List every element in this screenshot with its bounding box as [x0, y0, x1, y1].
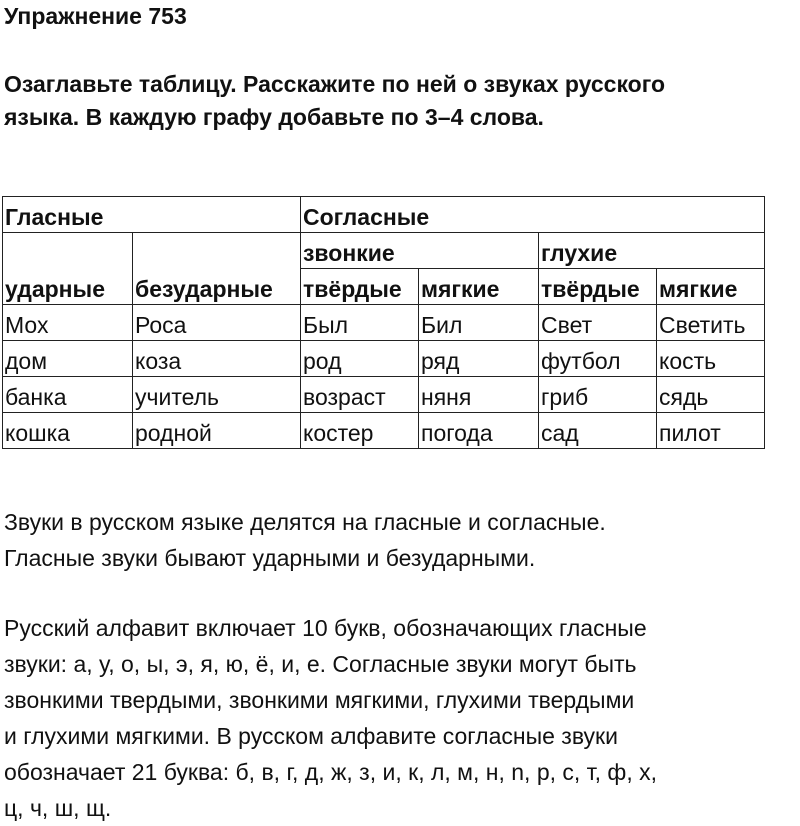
table-cell: Свет [539, 305, 657, 341]
table-row [3, 341, 765, 377]
table-cell: ряд [419, 341, 539, 377]
table-header-row [3, 233, 765, 269]
table-cell: родной [133, 413, 301, 449]
table-cell: Светить [657, 305, 765, 341]
paragraph-line: Звуки в русском языке делятся на гласные и согласные. [4, 509, 606, 535]
table-cell: гриб [539, 377, 657, 413]
table-cell: сад [539, 413, 657, 449]
answer-paragraph-2 [4, 610, 796, 826]
table-cell: кость [657, 341, 765, 377]
table-cell: Роса [133, 305, 301, 341]
paragraph-line: звонкими твердыми, звонкими мягкими, глухими твердыми [4, 687, 635, 713]
header-voiced-hard: твёрдые [301, 269, 419, 305]
table-row [3, 413, 765, 449]
paragraph-line: Русский алфавит включает 10 букв, обозначающих гласные [4, 615, 647, 641]
paragraph-line: ц, ч, ш, щ. [4, 795, 112, 821]
table-cell: кошка [3, 413, 133, 449]
header-voiced: звонкие [301, 233, 539, 269]
header-stressed: ударные [3, 233, 133, 305]
table-cell: возраст [301, 377, 419, 413]
exercise-title: Упражнение 753 [4, 3, 187, 29]
table-cell: дом [3, 341, 133, 377]
table-header-row [3, 197, 765, 233]
table-cell: пилот [657, 413, 765, 449]
answer-paragraph-1 [4, 504, 796, 576]
header-voiced-soft: мягкие [419, 269, 539, 305]
task-line: языка. В каждую графу добавьте по 3–4 слова. [4, 104, 544, 130]
sounds-table [2, 196, 765, 449]
header-unstressed: безударные [133, 233, 301, 305]
paragraph-line: и глухими мягкими. В русском алфавите согласные звуки [4, 723, 618, 749]
table-row [3, 305, 765, 341]
table-cell: Бил [419, 305, 539, 341]
header-voiceless-soft: мягкие [657, 269, 765, 305]
table-cell: Был [301, 305, 419, 341]
table-cell: Мох [3, 305, 133, 341]
header-vowels: Гласные [3, 197, 301, 233]
task-text [4, 68, 794, 134]
table-cell: сядь [657, 377, 765, 413]
table-cell: футбол [539, 341, 657, 377]
task-line: Озаглавьте таблицу. Расскажите по ней о звуках русского [4, 71, 666, 97]
table-cell: погода [419, 413, 539, 449]
table-cell: род [301, 341, 419, 377]
table-cell: костер [301, 413, 419, 449]
table-cell: коза [133, 341, 301, 377]
table-cell: няня [419, 377, 539, 413]
header-voiceless: глухие [539, 233, 765, 269]
header-consonants: Согласные [301, 197, 765, 233]
header-voiceless-hard: твёрдые [539, 269, 657, 305]
paragraph-line: обозначает 21 буква: б, в, г, д, ж, з, и, к, л, м, н, n, р, с, т, ф, х, [4, 759, 658, 785]
table-row [3, 377, 765, 413]
table-cell: учитель [133, 377, 301, 413]
paragraph-line: Гласные звуки бывают ударными и безударными. [4, 545, 536, 571]
paragraph-line: звуки: а, у, о, ы, э, я, ю, ё, и, е. Согласные звуки могут быть [4, 651, 637, 677]
table-cell: банка [3, 377, 133, 413]
